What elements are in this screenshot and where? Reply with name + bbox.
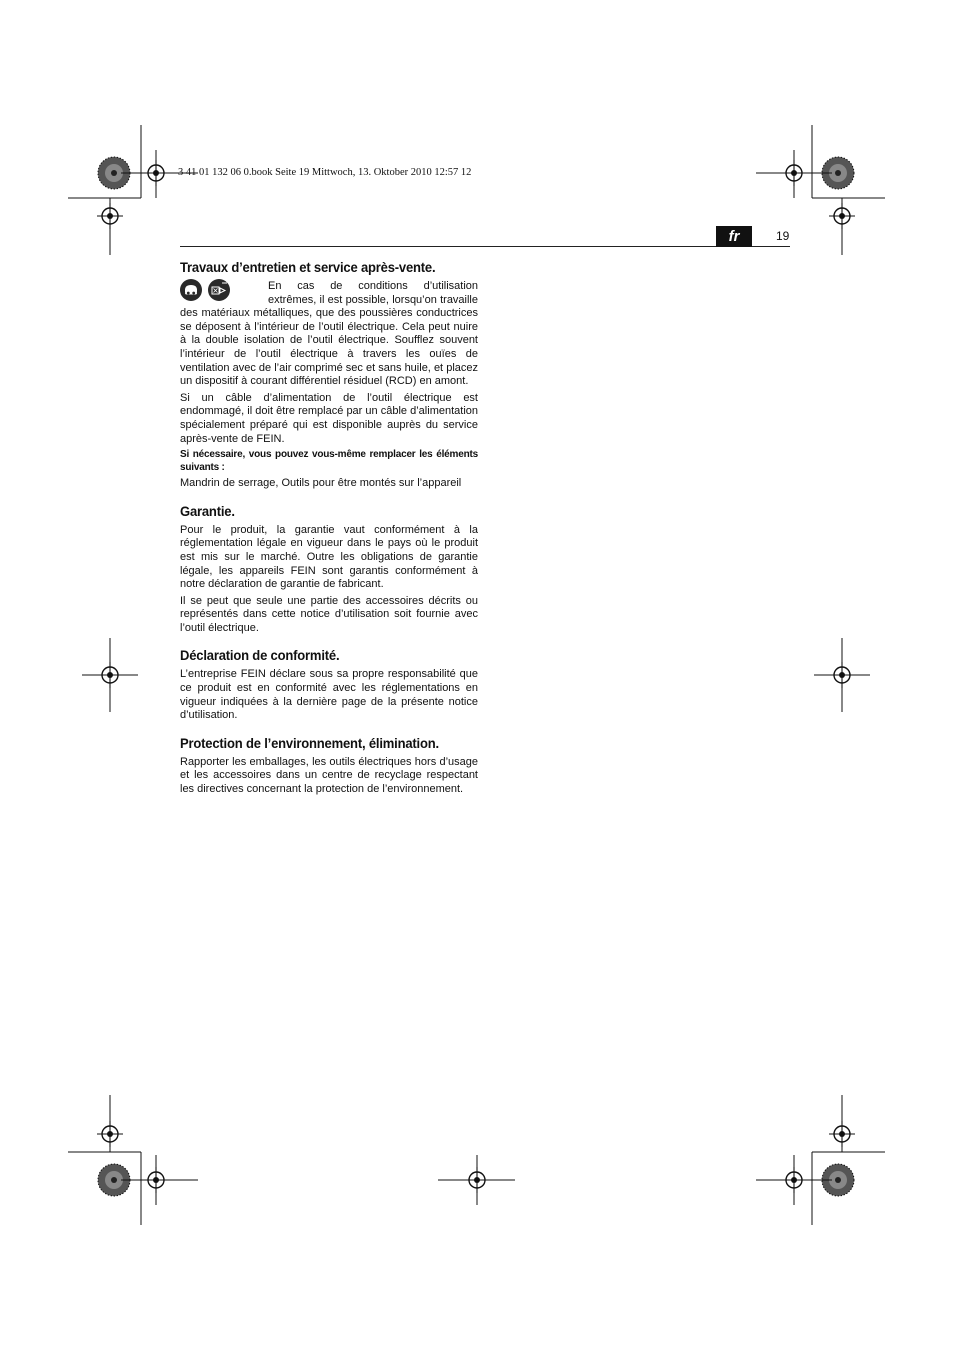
page-number: 19: [776, 229, 790, 243]
ventilation-cleaning-icon: [208, 279, 230, 301]
section-conformity: [180, 647, 478, 722]
paragraph: Si un câble d’alimentation de l’outil électrique est endommagé, il doit être remplacé par un câble d’alimentation spécialement préparé qui est disponible auprès du service après-vente de FEIN.: [180, 391, 478, 445]
section-heading: Travaux d’entretien et service après-vente.: [180, 259, 436, 275]
safety-icons: [180, 279, 268, 305]
bold-note: Si nécessaire, vous pouvez vous-même remplacer les éléments suivants :: [180, 449, 478, 473]
paragraph: Il se peut que seule une partie des accessoires décrits ou représentés dans cette notice d’utilisation soit fournie avec l’outil électrique.: [180, 594, 478, 634]
section-heading: Déclaration de conformité.: [180, 647, 340, 664]
main-content: [180, 259, 478, 800]
parts-list: Mandrin de serrage, Outils pour être montés sur l’appareil: [180, 477, 462, 490]
section-heading: Protection de l’environnement, élimination.: [180, 734, 439, 751]
section-warranty: [180, 503, 478, 636]
paragraph: L’entreprise FEIN déclare sous sa propre responsabilité que ce produit est en conformité avec les réglementations en vigueur indiquées à la dernière page de la présente notice d’utilisation.: [180, 668, 478, 722]
section-heading: Garantie.: [180, 502, 235, 519]
paragraph: Pour le produit, la garantie vaut conformément à la réglementation légale en vigueur dans le pays où le produit est mis sur le marché. Outre les obligations de garantie légale, les appareils FEIN sont garantis conformément à notre déclaration de garantie de fabricant.: [180, 523, 478, 591]
paragraph: En cas de conditions d’utilisation extrêmes, il est possible, lorsqu’on travaille des matériaux métalliques, que des poussières conductrices se déposent à l’intérieur de l’outil électrique. Cela peut nuire à la double isolation de l’outil électrique. Soufflez souvent l’intérieur de l’outil électrique à travers les ouïes de ventilation avec de l’air comprimé sec et sans huile, et placez un dispositif à courant différentiel résiduel (RCD) en amont.: [180, 280, 478, 388]
header-rule: [180, 246, 790, 247]
section-environment: [180, 735, 478, 797]
section-maintenance: [180, 259, 478, 491]
eye-protection-icon: [180, 279, 202, 301]
language-badge: fr: [716, 226, 752, 247]
paragraph: Rapporter les emballages, les outils électriques hors d’usage et les accessoires dans un centre de recyclage respectant les directives concernant la protection de l’environnement.: [180, 755, 478, 796]
print-slug: 3 41 01 132 06 0.book Seite 19 Mittwoch, 13. Oktober 2010 12:57 12: [178, 167, 472, 178]
